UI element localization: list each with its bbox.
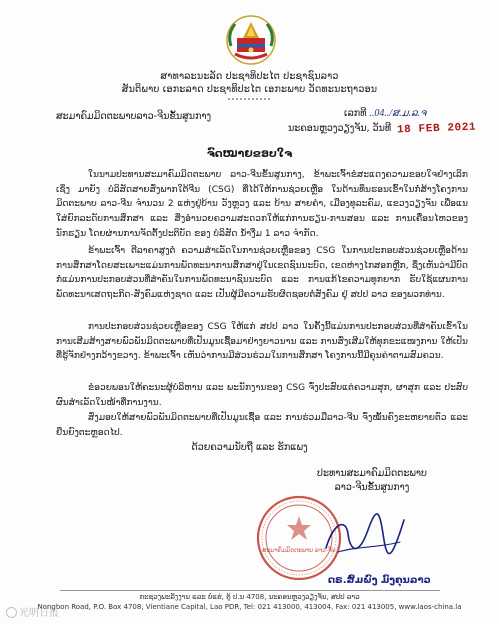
paragraph-text: ສົ່ງມອບໃຫ້ສາຍພົວພັນມິດຕະພາບທີ່ເປັນມູນເຊື້ອ ແລະ ການຮ່ວມມືລາວ-ຈີນ ຈົ່ງໝັ້ນຄົງຂະຫຍາຍຕົວ ແລະ ຍືນຍົງຕະຫຼອດໄປ. xyxy=(56,413,468,438)
body-paragraph-3 xyxy=(56,320,468,364)
reference-value: ..04../ສ.ມ.ລ.ຈ xyxy=(369,108,427,119)
paragraph-text: ໃນນາມປະທານສະມາຄົມມິດຕະພາບ ລາວ-ຈີນຂັ້ນສູນກາງ, ຂ້າພະເຈົ້າຂໍສະແດງຄວາມຂອບໃຈຢ່າງເລິກເຊິ່ງ ມາຍັງ ບໍລິສັດສາຍສົ່ງພາກໃຕ້ຈີນ (CSG) ທີ່ໄດ້ໃຫ້ການຊ່ວຍເຫຼືອ ໃນດ້ານທຶນຮອນເຂົ້າໃນກໍ່ສ້າງໂຄງການມິດຕະພາບ ລາວ-ຈີນ ຈຳນວນ 2 ແຫ່ງຢູ່ບ້ານ ວັງຫຼວງ ແລະ ບ້ານ ສາຍຄຳ, ເມືອງທຸລະຄົມ, ແຂວງວຽງຈັນ ເພື່ອແນໃສ່ຍົກລະດັບການສຶກສາ ແລະ ສິ່ງອຳນວຍຄວາມສະດວກໃຫ້ແກ່ການຮຽນ-ການສອນ ແລະ ການເຄື່ອນໄຫວຂອງນັກຮຽນ ໂດຍຜ່ານການຈັດຕັ້ງປະຕິບັດ ຂອງ ບໍລິສັດ ນ້ຳງືມ 1 ລາວ ຈຳກັດ. xyxy=(56,170,468,239)
paragraph-text: ຂ້າພະເຈົ້າ ຕີລາຄາສູງຕໍ່ ຄວາມສຳເລັດໃນການຊ່ວຍເຫຼືອຂອງ CSG ໃນການປະກອບສ່ວນຊ່ວຍເຫຼືອດ້ານການສຶກສາໂດຍສະເພາະແມ່ນການພັດທະນາການສຶກສາຢູ່ໃນເຂດຊົນນະບົດ, ເຂດຫ່າງໄກສອກຫຼີກ, ຊຶ່ງເຫັນວ່າມີບົດ ກໍ່ແມ່ນການປະກອບສ່ວນທີ່ສຳຄັນໃນການພັດທະນາຊົນນະບົດ ແລະ ການແກ້ໄຂຄວາມທຸກຍາກ ຮັບໃຊ້ແຜນການພັດທະນາເສດຖະກິດ-ສັງຄົມແຫ່ງຊາດ ແລະ ເປັນຜູ້ມີຄວາມຮັບຜິດຊອບຕໍ່ສັງຄົມ ຢູ່ ສປປ ລາວ ຂອງພວກທ່ານ. xyxy=(56,246,468,301)
signer-name: ດຣ.ສົມພົງ ມົງຄຸນລາວ xyxy=(328,575,431,586)
signatory-title-line-1: ປະທານສະມາຄົມມິດຕະພາບ xyxy=(317,468,427,479)
header-divider xyxy=(228,96,272,102)
body-paragraph-4 xyxy=(56,381,468,410)
footer-address-english: Nongbon Road, P.O. Box 4708, Vientiane Capital, Lao PDR, Tel: 021 413000, 413004, Fax: 021 413005, www.laos-china.la xyxy=(37,603,462,611)
letter-title: ຈົດໝາຍຂອບໃຈ xyxy=(206,147,293,160)
handwritten-signature-icon xyxy=(318,500,408,570)
footer-divider xyxy=(60,590,440,591)
place-label: ນະຄອນຫຼວງວຽງຈັນ, ວັນທີ xyxy=(288,123,392,134)
source-watermark xyxy=(6,604,59,619)
paragraph-text: ການປະກອບສ່ວນຊ່ວຍເຫຼືອຂອງ CSG ໃຫ້ແກ່ ສປປ ລາວ ໃນຄັ້ງນີ້ແມ່ນການປະກອບສ່ວນທີ່ສຳຄັນເຂົ້າໃນການເສີມສ້າງສາຍພົວພັນມິດຕະພາບທີ່ເປັນມູນເຊື້ອມາຢ່າງຍາວນານ ແລະ ການສົ່ງເສີມໃຫ້ທຸກຂະແໜງການ ໃຫ້ເປັນທີ່ຮູ້ຈັກຢ່າງກວ້າງຂວາງ. ຂ້າພະເຈົ້າ ເຫັນວ່າການມີສ່ວນຮ່ວມໃນການສຶກສາ ໂຄງການນີ້ມີຄຸນຄ່າຕາມສົມຄວນ. xyxy=(56,322,468,362)
place-and-date xyxy=(288,123,476,135)
seal-text: ສະມາຄົມມິດຕະພາບ ລາວ-ຈີນ xyxy=(262,547,336,554)
reference-label: ເລກທີ xyxy=(344,108,367,119)
body-paragraph-1 xyxy=(56,168,468,242)
organization-name: ສະມາຄົມມິດຕະພາບລາວ-ຈີນຂັ້ນສູນກາງ xyxy=(56,111,212,122)
lao-national-emblem-icon xyxy=(223,14,279,66)
signatory-title-line-2: ລາວ-ຈີນຂັ້ນສູນກາງ xyxy=(334,482,410,493)
closing-line: ດ້ວຍຄວາມນັບຖື ແລະ ຮັກແພງ xyxy=(191,442,308,453)
watermark-logo-icon xyxy=(6,607,17,618)
watermark-text: 光明日报 xyxy=(19,608,59,619)
header-motto-line: ສັນຕິພາບ ເອກະລາດ ປະຊາທິປະໄຕ ເອກະພາບ ວັດທະນະຖາວອນ xyxy=(121,84,378,95)
body-paragraph-2 xyxy=(56,244,468,303)
body-paragraph-5 xyxy=(56,411,468,440)
paragraph-text: ຂໍອວຍພອນໃຫ້ຄະນະຜູ້ບໍລິຫານ ແລະ ພະນັກງານຂອງ CSG ຈົ່ງປະສົບແຕ່ຄວາມສຸກ, ຜາສຸກ ແລະ ປະສົບຜົນສຳເລັດໃນໜ້າທີ່ການງານ. xyxy=(56,383,468,408)
header-country-line: ສາທາລະນະລັດ ປະຊາທິປະໄຕ ປະຊາຊົນລາວ xyxy=(160,71,339,82)
footer-address-lao: ກະຊວງພະລັງງານ ແລະ ບໍ່ແຮ່, ຕູ້ ປ.ນ 4708, ນະຄອນຫຼວງວຽງຈັນ, ສປປ ລາວ xyxy=(139,593,360,601)
date-stamp: 18 FEB 2021 xyxy=(396,121,477,137)
reference-number xyxy=(344,108,426,119)
